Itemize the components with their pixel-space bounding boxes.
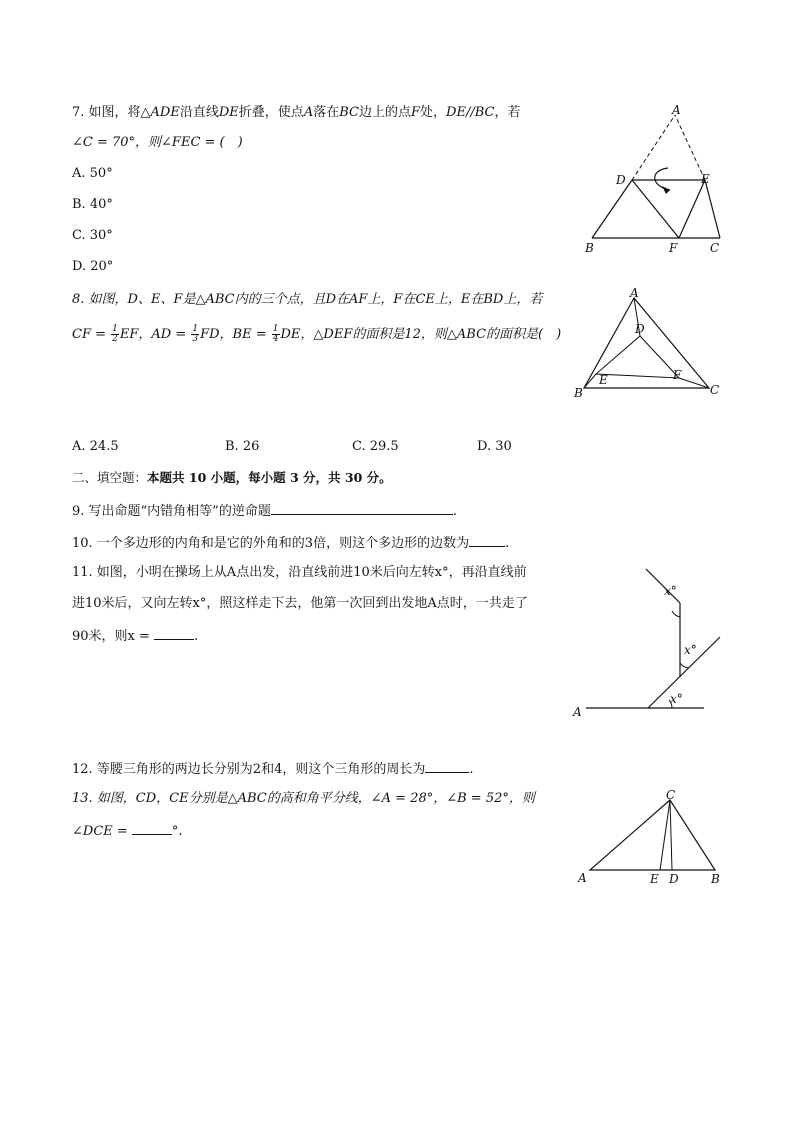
q11-label-x-bottom: x° — [670, 692, 683, 706]
q12-line: 12. 等腰三角形的两边长分别为2和4，则这个三角形的周长为 . — [72, 759, 474, 779]
q8-label-b: B — [574, 386, 583, 400]
q12-answer-blank[interactable] — [425, 759, 469, 773]
q8-label-d: D — [635, 322, 645, 336]
q11-label-a: A — [573, 705, 582, 719]
q8-line1: 8. 如图，D、E、F是△ABC内的三个点，且D在AF上，F在CE上，E在BD上，若 — [72, 292, 543, 307]
q7-label-b: B — [585, 241, 594, 255]
q8-label-f: F — [673, 368, 682, 382]
q11-line1: 11. 如图，小明在操场上从A点出发，沿直线前进10米后向左转x°，再沿直线前 — [72, 565, 527, 580]
q11-line2: 进10米后，又向左转x°，照这样走下去，他第一次回到出发地A点时，一共走了 — [72, 596, 528, 611]
q7-label-d: D — [616, 173, 626, 187]
q13-label-e: E — [650, 872, 659, 886]
q13-label-c: C — [666, 788, 676, 802]
q13-label-a: A — [578, 871, 587, 885]
q8-label-e: E — [599, 373, 608, 387]
q8-line2: CF = $\frac{1}{2}$ EF，AD = $\frac{1}{3}$ FD，BE = $\frac{1}{4}$ DE，△DEF的面积是12，则△ABC的面积是( ) — [72, 324, 562, 344]
q8-label-a: A — [630, 286, 639, 300]
q7-line1: 7. 如图，将△ADE沿直线DE折叠，使点A落在BC边上的点F处，DE//BC，若 — [72, 105, 521, 120]
q8-option-b: B. 26 — [225, 439, 260, 454]
q8-option-d: D. 30 — [477, 439, 512, 454]
q11-line3: 90米，则x = . — [72, 626, 198, 646]
q7-option-b: B. 40° — [72, 197, 113, 212]
q7-figure — [580, 100, 730, 260]
q8-figure — [572, 286, 732, 405]
q13-label-d: D — [669, 872, 679, 886]
q13-figure — [575, 788, 730, 888]
q7-label-e: E — [701, 172, 710, 186]
q13-line2: ∠DCE = °. — [72, 821, 183, 841]
q8-option-c: C. 29.5 — [352, 439, 399, 454]
q9-line: 9. 写出命题“内错角相等”的逆命题 . — [72, 501, 457, 521]
q11-answer-blank[interactable] — [154, 626, 194, 640]
q9-answer-blank[interactable] — [271, 501, 453, 515]
q11-figure — [568, 565, 728, 720]
q7-label-a: A — [672, 103, 681, 117]
q10-answer-blank[interactable] — [469, 533, 505, 547]
q7-label-f: F — [669, 241, 678, 255]
q7-label-c: C — [710, 241, 720, 255]
q8-label-c: C — [710, 383, 720, 397]
q7-option-c: C. 30° — [72, 228, 113, 243]
q7-option-a: A. 50° — [72, 166, 113, 181]
section2-heading: 二、填空题：本题共 10 小题，每小题 3 分，共 30 分。 — [72, 470, 392, 485]
q13-answer-blank[interactable] — [132, 821, 172, 835]
q10-line: 10. 一个多边形的内角和是它的外角和的3倍，则这个多边形的边数为 . — [72, 533, 509, 553]
q13-label-b: B — [711, 872, 720, 886]
q13-line1: 13. 如图，CD，CE分别是△ABC的高和角平分线，∠A = 28°，∠B = 52°，则 — [72, 791, 535, 806]
q11-label-x-mid: x° — [684, 643, 697, 657]
q7-option-d: D. 20° — [72, 259, 114, 274]
q8-option-a: A. 24.5 — [72, 439, 119, 454]
q7-line2: ∠C = 70°，则∠FEC = ( ) — [72, 135, 243, 150]
q11-label-x-top: x° — [664, 584, 677, 598]
